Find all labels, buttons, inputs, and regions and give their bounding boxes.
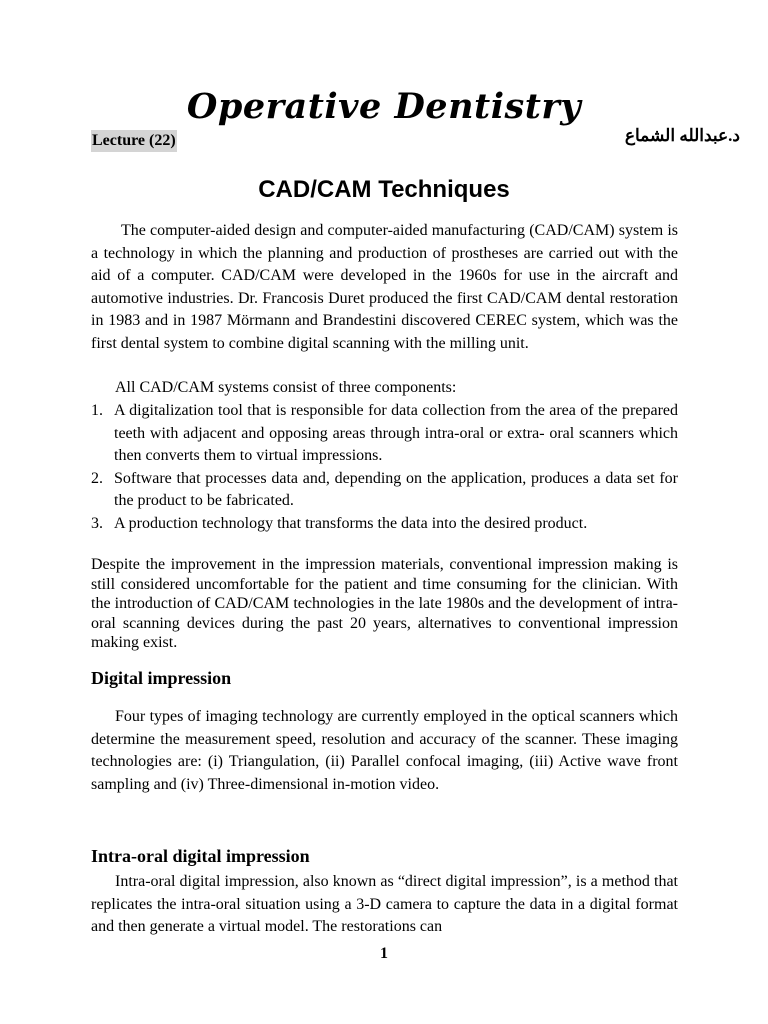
list-item-number: 3. [91,514,103,532]
list-item-number: 2. [91,469,103,487]
intro-paragraph: The computer-aided design and computer-aided manufacturing (CAD/CAM) system is a technology in which the planning and production of prostheses are carried out with the aid of a computer. CAD/CAM were developed in the 1960s for use in the aircraft and automotive industries. Dr. Francosis Duret produced the first CAD/CAM dental restoration in 1983 and in 1987 Mörmann and Brandestini discovered CEREC system, which was the first dental system to combine digital scanning with the milling unit. [91,222,678,352]
digital-impression-paragraph: Four types of imaging technology are currently employed in the optical scanners which determine the measurement speed, resolution and accuracy of the scanner. These imaging technologies are: (i) Triangulation, (ii) Parallel confocal imaging, (iii) Active wave front sampling and (iv) Three-dimensional in-motion video. [91,708,678,793]
list-item [91,468,678,513]
intraoral-impression-paragraph: Intra-oral digital impression, also known as “direct digital impression”, is a method that replicates the intra-oral situation using a 3-D camera to capture the data in a digital format and then generate a virtual model. The restorations can [91,873,678,936]
components-intro: All CAD/CAM systems consist of three components: [115,379,457,396]
author-name: د.عبدالله الشماع [624,126,740,145]
page-number: 1 [380,945,388,962]
section-heading-intraoral-impression: Intra-oral digital impression [91,846,310,866]
course-title: Operative Dentistry [186,86,582,127]
list-item-text: A digitalization tool that is responsible for data collection from the area of the prepared teeth with adjacent and opposing areas through intra-oral or extra- oral scanners which then converts them to virtual impressions. [114,402,678,465]
list-item-text: A production technology that transforms the data into the desired product. [114,514,588,532]
list-item-number: 1. [91,402,103,419]
lecture-label: Lecture (22) [91,130,177,152]
list-item [91,400,678,468]
page-title: CAD/CAM Techniques [258,176,510,203]
list-item [91,513,678,536]
impression-paragraph: Despite the improvement in the impression materials, conventional impression making is still considered uncomfortable for the patient and time consuming for the clinician. With the introduction of CAD/CAM technologies in the late 1980s and the development of intra-oral scanning devices during the past 20 years, alternatives to conventional impression making exist. [91,556,678,652]
section-heading-digital-impression: Digital impression [91,668,232,688]
list-item-text: Software that processes data and, depending on the application, produces a data set for the product to be fabricated. [114,469,678,510]
components-list [91,400,678,536]
